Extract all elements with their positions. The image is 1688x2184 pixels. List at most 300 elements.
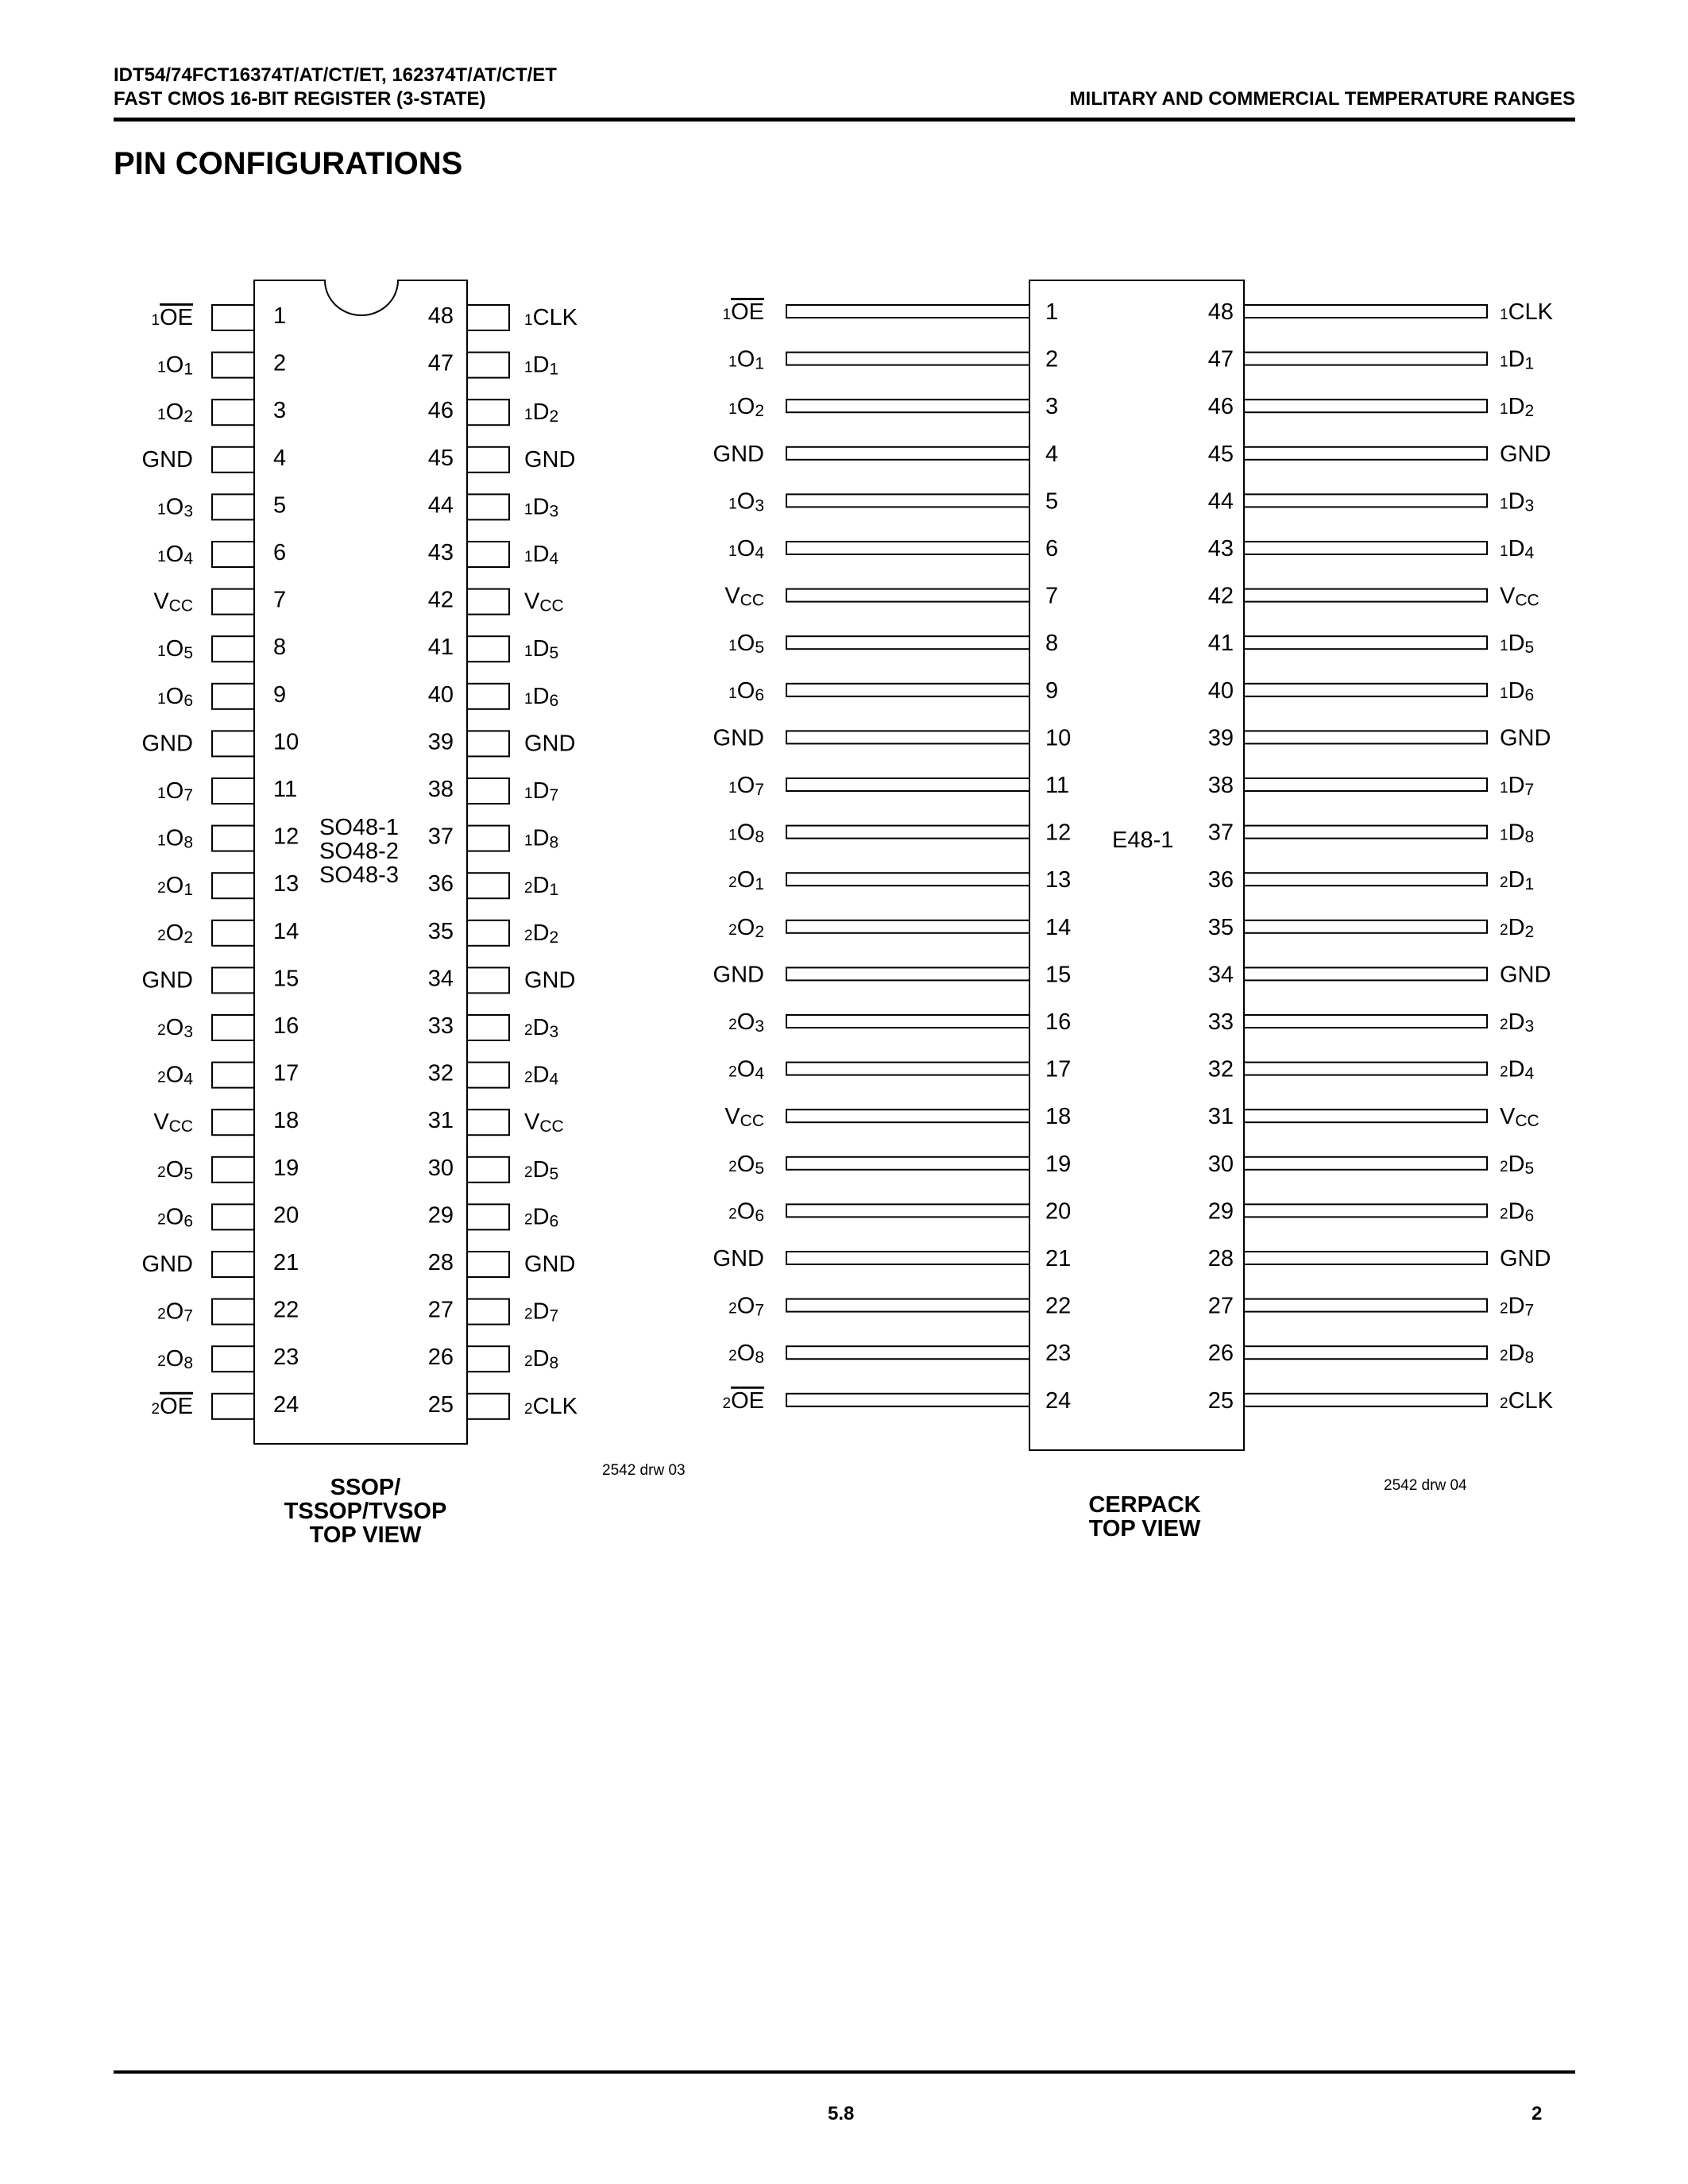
ssop-pin-number-44: 44 bbox=[427, 492, 454, 519]
cerpack-pin-number-8: 8 bbox=[1045, 631, 1059, 657]
ssop-pin-label-13: 2O1 bbox=[157, 873, 193, 900]
cerpack-pin-label-41: 1D5 bbox=[1500, 631, 1535, 658]
cerpack-pin-label-7: VCC bbox=[724, 583, 764, 610]
cerpack-pin-number-45: 45 bbox=[1207, 441, 1234, 467]
cerpack-pin-label-4: GND bbox=[713, 441, 764, 467]
ssop-pin-number-28: 28 bbox=[427, 1250, 454, 1275]
cerpack-pin-label-29: 2D6 bbox=[1500, 1198, 1535, 1225]
cerpack-pin-lead-31 bbox=[1244, 1109, 1487, 1122]
cerpack-pin-lead-22 bbox=[786, 1299, 1029, 1312]
cerpack-pin-lead-2 bbox=[786, 353, 1029, 365]
ssop-pin-lead-35 bbox=[467, 920, 509, 946]
ssop-pin-label-10: GND bbox=[141, 731, 193, 757]
cerpack-pin-number-23: 23 bbox=[1045, 1341, 1072, 1367]
cerpack-pin-lead-25 bbox=[1244, 1394, 1487, 1406]
ssop-pin-number-17: 17 bbox=[273, 1060, 299, 1086]
cerpack-pin-number-41: 41 bbox=[1207, 631, 1234, 657]
cerpack-pin-label-25: 2CLK bbox=[1500, 1387, 1553, 1414]
ssop-pin-label-11: 1O7 bbox=[157, 778, 193, 805]
ssop-pin-lead-46 bbox=[467, 399, 509, 425]
cerpack-view-label-1: CERPACK bbox=[1088, 1492, 1201, 1518]
ssop-pin-label-12: 1O8 bbox=[157, 825, 193, 852]
ssop-pin-label-32: 2D4 bbox=[524, 1062, 559, 1089]
ssop-pin-number-3: 3 bbox=[273, 398, 287, 424]
ssop-pin-lead-24 bbox=[212, 1394, 254, 1419]
cerpack-pin-lead-29 bbox=[1244, 1204, 1487, 1217]
ssop-pin-label-15: GND bbox=[141, 967, 193, 994]
cerpack-pin-label-46: 1D2 bbox=[1500, 394, 1535, 421]
ssop-pin-lead-3 bbox=[212, 399, 254, 425]
ssop-pin-lead-42 bbox=[467, 589, 509, 615]
ssop-pin-number-9: 9 bbox=[273, 681, 287, 708]
cerpack-pin-number-10: 10 bbox=[1045, 725, 1072, 751]
ssop-pin-label-41: 1D5 bbox=[524, 636, 559, 663]
cerpack-pin-number-21: 21 bbox=[1045, 1246, 1072, 1271]
ssop-pin-number-35: 35 bbox=[427, 918, 454, 944]
cerpack-pin-lead-26 bbox=[1244, 1346, 1487, 1359]
ssop-pin-label-9: 1O6 bbox=[157, 683, 193, 710]
ssop-pin-number-25: 25 bbox=[427, 1391, 454, 1418]
cerpack-pin-label-40: 1D6 bbox=[1500, 677, 1535, 704]
cerpack-pin-lead-44 bbox=[1244, 494, 1487, 507]
ssop-pin-label-23: 2O8 bbox=[157, 1346, 193, 1373]
cerpack-pin-label-1: 1OE bbox=[722, 299, 764, 325]
cerpack-pin-label-14: 2O2 bbox=[728, 914, 764, 941]
cerpack-pin-label-23: 2O8 bbox=[728, 1341, 764, 1368]
cerpack-pin-label-10: GND bbox=[713, 725, 764, 751]
ssop-pin-number-20: 20 bbox=[273, 1202, 299, 1229]
cerpack-pin-lead-35 bbox=[1244, 920, 1487, 933]
cerpack-pin-number-14: 14 bbox=[1045, 914, 1072, 940]
ssop-pin-lead-23 bbox=[212, 1346, 254, 1372]
ssop-pin-label-40: 1D6 bbox=[524, 683, 559, 710]
cerpack-pin-lead-40 bbox=[1244, 684, 1487, 696]
cerpack-pin-number-40: 40 bbox=[1207, 677, 1234, 704]
cerpack-pin-label-28: GND bbox=[1500, 1246, 1551, 1271]
ssop-pin-label-35: 2D2 bbox=[524, 920, 559, 947]
cerpack-pin-number-17: 17 bbox=[1045, 1056, 1072, 1082]
ssop-pin-number-41: 41 bbox=[427, 635, 454, 661]
cerpack-pin-label-38: 1D7 bbox=[1500, 773, 1535, 799]
ssop-pin-number-6: 6 bbox=[273, 540, 287, 565]
ssop-pin-lead-27 bbox=[467, 1299, 509, 1325]
cerpack-pin-lead-19 bbox=[786, 1157, 1029, 1170]
ssop-pin-label-38: 1D7 bbox=[524, 778, 559, 805]
cerpack-pin-lead-10 bbox=[786, 731, 1029, 743]
ssop-pin-lead-7 bbox=[212, 589, 254, 615]
ssop-pin-label-24: 2OE bbox=[151, 1393, 193, 1419]
cerpack-pin-number-29: 29 bbox=[1207, 1198, 1234, 1225]
cerpack-pin-lead-39 bbox=[1244, 731, 1487, 743]
ssop-pin-lead-32 bbox=[467, 1063, 509, 1088]
cerpack-pin-label-39: GND bbox=[1500, 725, 1551, 751]
cerpack-pin-label-17: 2O4 bbox=[728, 1056, 764, 1083]
ssop-pin-lead-38 bbox=[467, 778, 509, 804]
cerpack-pin-label-31: VCC bbox=[1500, 1104, 1539, 1131]
cerpack-pin-number-48: 48 bbox=[1207, 299, 1234, 325]
cerpack-pin-lead-12 bbox=[786, 826, 1029, 839]
ssop-pin-lead-16 bbox=[212, 1015, 254, 1040]
ssop-pin-label-6: 1O4 bbox=[157, 542, 193, 568]
cerpack-pin-lead-16 bbox=[786, 1015, 1029, 1028]
cerpack-pin-number-43: 43 bbox=[1207, 536, 1234, 561]
cerpack-pin-lead-41 bbox=[1244, 636, 1487, 649]
cerpack-pin-lead-28 bbox=[1244, 1252, 1487, 1264]
cerpack-pin-label-5: 1O3 bbox=[728, 488, 764, 515]
ssop-pin-label-4: GND bbox=[141, 446, 193, 473]
ssop-view-label-3: TOP VIEW bbox=[309, 1522, 422, 1548]
ssop-pin-number-14: 14 bbox=[273, 918, 299, 944]
ssop-pin-number-43: 43 bbox=[427, 540, 454, 565]
ssop-pin-lead-2 bbox=[212, 353, 254, 378]
cerpack-pin-label-12: 1O8 bbox=[728, 820, 764, 847]
cerpack-pin-lead-8 bbox=[786, 636, 1029, 649]
cerpack-pin-label-24: 2OE bbox=[722, 1387, 764, 1414]
ssop-pin-number-26: 26 bbox=[427, 1345, 454, 1371]
ssop-pin-label-16: 2O3 bbox=[157, 1015, 193, 1041]
ssop-pin-lead-41 bbox=[467, 636, 509, 662]
cerpack-pin-lead-24 bbox=[786, 1394, 1029, 1406]
ssop-pin-label-19: 2O5 bbox=[157, 1156, 193, 1183]
cerpack-pin-lead-38 bbox=[1244, 778, 1487, 791]
ssop-pin-lead-45 bbox=[467, 447, 509, 473]
cerpack-pin-number-25: 25 bbox=[1207, 1387, 1234, 1414]
ssop-pin-lead-19 bbox=[212, 1157, 254, 1183]
cerpack-pin-number-9: 9 bbox=[1045, 677, 1059, 704]
ssop-pin-label-22: 2O7 bbox=[157, 1298, 193, 1325]
ssop-pin-number-23: 23 bbox=[273, 1345, 299, 1371]
section-title: PIN CONFIGURATIONS bbox=[114, 146, 463, 181]
ssop-pin-number-18: 18 bbox=[273, 1108, 299, 1134]
cerpack-pin-label-37: 1D8 bbox=[1500, 820, 1535, 847]
cerpack-pin-number-6: 6 bbox=[1045, 536, 1059, 561]
ssop-pin-label-39: GND bbox=[524, 731, 576, 757]
cerpack-pin-number-18: 18 bbox=[1045, 1104, 1072, 1130]
ssop-pin-lead-43 bbox=[467, 542, 509, 567]
cerpack-pin-number-38: 38 bbox=[1207, 773, 1234, 798]
cerpack-pin-number-24: 24 bbox=[1045, 1387, 1072, 1414]
ssop-pin-lead-37 bbox=[467, 826, 509, 851]
cerpack-pin-label-35: 2D2 bbox=[1500, 914, 1535, 941]
cerpack-pin-number-12: 12 bbox=[1045, 820, 1072, 846]
ssop-pin-number-46: 46 bbox=[427, 398, 454, 424]
ssop-pin-number-40: 40 bbox=[427, 681, 454, 708]
ssop-pin-lead-4 bbox=[212, 447, 254, 473]
ssop-pin-lead-12 bbox=[212, 826, 254, 851]
ssop-pin-label-26: 2D8 bbox=[524, 1346, 559, 1373]
cerpack-pin-label-9: 1O6 bbox=[728, 677, 764, 704]
ssop-pin-label-33: 2D3 bbox=[524, 1015, 559, 1041]
cerpack-pin-number-46: 46 bbox=[1207, 394, 1234, 420]
cerpack-pin-lead-1 bbox=[786, 305, 1029, 318]
ssop-pin-label-3: 1O2 bbox=[157, 399, 193, 426]
header-device-description: FAST CMOS 16-BIT REGISTER (3-STATE) bbox=[114, 88, 486, 110]
ssop-pin-number-1: 1 bbox=[273, 303, 287, 329]
cerpack-pin-label-3: 1O2 bbox=[728, 394, 764, 421]
ssop-pin-lead-14 bbox=[212, 920, 254, 946]
ssop-pin-lead-13 bbox=[212, 873, 254, 898]
cerpack-pin-label-43: 1D4 bbox=[1500, 536, 1535, 562]
cerpack-pin-number-22: 22 bbox=[1045, 1293, 1072, 1319]
cerpack-pin-label-15: GND bbox=[713, 962, 764, 988]
ssop-view-label-1: SSOP/ bbox=[330, 1475, 401, 1500]
ssop-pin-label-25: 2CLK bbox=[524, 1393, 577, 1419]
cerpack-pin-lead-20 bbox=[786, 1204, 1029, 1217]
cerpack-pin-lead-45 bbox=[1244, 447, 1487, 460]
ssop-pin-number-29: 29 bbox=[427, 1202, 454, 1229]
cerpack-pin-number-34: 34 bbox=[1207, 962, 1234, 988]
ssop-view-label-2: TSSOP/TVSOP bbox=[284, 1499, 447, 1524]
cerpack-pin-number-42: 42 bbox=[1207, 583, 1234, 609]
ssop-pin-lead-5 bbox=[212, 494, 254, 519]
ssop-pin-lead-44 bbox=[467, 494, 509, 519]
cerpack-pin-number-32: 32 bbox=[1207, 1056, 1234, 1082]
cerpack-pin-lead-5 bbox=[786, 494, 1029, 507]
cerpack-pin-lead-27 bbox=[1244, 1299, 1487, 1312]
ssop-pin-number-10: 10 bbox=[273, 729, 299, 755]
ssop-pin-number-32: 32 bbox=[427, 1060, 454, 1086]
ssop-pin-label-37: 1D8 bbox=[524, 825, 559, 852]
cerpack-pin-label-32: 2D4 bbox=[1500, 1056, 1535, 1083]
ssop-pin-lead-21 bbox=[212, 1252, 254, 1277]
ssop-pin-number-45: 45 bbox=[427, 445, 454, 471]
ssop-pin-label-27: 2D7 bbox=[524, 1298, 559, 1325]
cerpack-pin-lead-37 bbox=[1244, 826, 1487, 839]
cerpack-pin-lead-33 bbox=[1244, 1015, 1487, 1028]
ssop-package-code-1: SO48-1 bbox=[319, 815, 399, 840]
cerpack-pin-label-30: 2D5 bbox=[1500, 1151, 1535, 1178]
cerpack-pin-lead-46 bbox=[1244, 399, 1487, 412]
cerpack-pin-label-27: 2D7 bbox=[1500, 1293, 1535, 1320]
cerpack-pin-lead-48 bbox=[1244, 305, 1487, 318]
ssop-pin-label-42: VCC bbox=[524, 588, 564, 615]
cerpack-pin-number-27: 27 bbox=[1207, 1293, 1234, 1319]
cerpack-pin-lead-13 bbox=[786, 873, 1029, 886]
ssop-pin-number-5: 5 bbox=[273, 492, 287, 519]
cerpack-pin-label-2: 1O1 bbox=[728, 346, 764, 373]
ssop-pin-label-18: VCC bbox=[153, 1109, 193, 1136]
ssop-pin-number-12: 12 bbox=[273, 824, 299, 850]
ssop-pin-label-21: GND bbox=[141, 1252, 193, 1277]
ssop-package-code-3: SO48-3 bbox=[319, 862, 399, 888]
ssop-pin-label-17: 2O4 bbox=[157, 1062, 193, 1089]
ssop-pin-lead-8 bbox=[212, 636, 254, 662]
cerpack-pin-lead-3 bbox=[786, 399, 1029, 412]
cerpack-pin-number-5: 5 bbox=[1045, 488, 1059, 515]
cerpack-pin-number-1: 1 bbox=[1045, 299, 1059, 325]
ssop-pin-lead-33 bbox=[467, 1015, 509, 1040]
cerpack-pin-number-39: 39 bbox=[1207, 725, 1234, 751]
ssop-pin-label-46: 1D2 bbox=[524, 399, 559, 426]
ssop-pin-number-39: 39 bbox=[427, 729, 454, 755]
cerpack-pin-number-31: 31 bbox=[1207, 1104, 1234, 1130]
cerpack-pin-number-4: 4 bbox=[1045, 441, 1059, 467]
ssop-pin-number-36: 36 bbox=[427, 871, 454, 897]
footer-revision: 5.8 bbox=[828, 2103, 855, 2124]
ssop-package-code-2: SO48-2 bbox=[319, 839, 399, 864]
ssop-pin-lead-48 bbox=[467, 305, 509, 330]
cerpack-pin-label-19: 2O5 bbox=[728, 1151, 764, 1178]
ssop-pin-lead-26 bbox=[467, 1346, 509, 1372]
ssop-pin-lead-47 bbox=[467, 353, 509, 378]
ssop-pin-number-22: 22 bbox=[273, 1297, 299, 1323]
page-number: 2 bbox=[1532, 2103, 1543, 2124]
cerpack-pin-number-33: 33 bbox=[1207, 1009, 1234, 1035]
ssop-pin-number-15: 15 bbox=[273, 966, 299, 992]
cerpack-pin-lead-32 bbox=[1244, 1063, 1487, 1075]
ssop-pin-lead-25 bbox=[467, 1394, 509, 1419]
ssop-pin-number-48: 48 bbox=[427, 303, 454, 329]
ssop-pin-number-19: 19 bbox=[273, 1155, 299, 1181]
cerpack-pin-label-34: GND bbox=[1500, 962, 1551, 988]
cerpack-pin-label-18: VCC bbox=[724, 1104, 764, 1131]
ssop-pin-label-1: 1OE bbox=[151, 305, 193, 330]
ssop-pin-lead-31 bbox=[467, 1109, 509, 1135]
ssop-pin-number-42: 42 bbox=[427, 587, 454, 613]
cerpack-pin-lead-43 bbox=[1244, 542, 1487, 554]
cerpack-pin-label-16: 2O3 bbox=[728, 1009, 764, 1036]
cerpack-package-code: E48-1 bbox=[1112, 828, 1174, 853]
ssop-pin-label-8: 1O5 bbox=[157, 636, 193, 663]
cerpack-pin-lead-34 bbox=[1244, 967, 1487, 980]
cerpack-pin-label-20: 2O6 bbox=[728, 1198, 764, 1225]
ssop-pin-number-38: 38 bbox=[427, 777, 454, 802]
cerpack-pin-lead-15 bbox=[786, 967, 1029, 980]
cerpack-view-label-2: TOP VIEW bbox=[1088, 1516, 1201, 1542]
cerpack-pin-label-36: 2D1 bbox=[1500, 867, 1535, 894]
ssop-pin-lead-36 bbox=[467, 873, 509, 898]
cerpack-pin-label-33: 2D3 bbox=[1500, 1009, 1535, 1036]
cerpack-pin-lead-42 bbox=[1244, 589, 1487, 602]
ssop-pin-lead-30 bbox=[467, 1157, 509, 1183]
ssop-pin-lead-20 bbox=[212, 1204, 254, 1229]
cerpack-pin-label-22: 2O7 bbox=[728, 1293, 764, 1320]
ssop-pin-label-30: 2D5 bbox=[524, 1156, 559, 1183]
cerpack-pin-number-44: 44 bbox=[1207, 488, 1234, 515]
cerpack-pin-number-7: 7 bbox=[1045, 583, 1059, 609]
ssop-pin-number-33: 33 bbox=[427, 1013, 454, 1039]
ssop-pin-lead-17 bbox=[212, 1063, 254, 1088]
cerpack-pin-number-19: 19 bbox=[1045, 1151, 1072, 1177]
cerpack-pin-number-47: 47 bbox=[1207, 346, 1234, 372]
ssop-pin-lead-22 bbox=[212, 1299, 254, 1325]
ssop-pin-lead-40 bbox=[467, 684, 509, 709]
cerpack-pin-lead-36 bbox=[1244, 873, 1487, 886]
cerpack-pin-lead-30 bbox=[1244, 1157, 1487, 1170]
ssop-pin-label-20: 2O6 bbox=[157, 1204, 193, 1231]
cerpack-pin-number-36: 36 bbox=[1207, 867, 1234, 893]
cerpack-pin-label-13: 2O1 bbox=[728, 867, 764, 894]
cerpack-pin-label-45: GND bbox=[1500, 441, 1551, 467]
ssop-pin-label-14: 2O2 bbox=[157, 920, 193, 947]
cerpack-pin-lead-11 bbox=[786, 778, 1029, 791]
ssop-pin-label-43: 1D4 bbox=[524, 542, 559, 568]
ssop-pin-number-24: 24 bbox=[273, 1391, 299, 1418]
header-temperature-ranges: MILITARY AND COMMERCIAL TEMPERATURE RANGES bbox=[1069, 88, 1575, 110]
ssop-pin-number-16: 16 bbox=[273, 1013, 299, 1039]
cerpack-pin-label-11: 1O7 bbox=[728, 773, 764, 799]
ssop-pin-number-31: 31 bbox=[427, 1108, 454, 1134]
ssop-pin-label-34: GND bbox=[524, 967, 576, 994]
ssop-pin-lead-39 bbox=[467, 731, 509, 756]
cerpack-pin-label-48: 1CLK bbox=[1500, 299, 1553, 325]
cerpack-pin-number-37: 37 bbox=[1207, 820, 1234, 846]
ssop-pin-number-27: 27 bbox=[427, 1297, 454, 1323]
ssop-pin-lead-29 bbox=[467, 1204, 509, 1229]
ssop-pin-label-44: 1D3 bbox=[524, 494, 559, 521]
ssop-pin-lead-6 bbox=[212, 542, 254, 567]
ssop-pin-lead-10 bbox=[212, 731, 254, 756]
cerpack-pin-number-13: 13 bbox=[1045, 867, 1072, 893]
ssop-pin-number-11: 11 bbox=[273, 777, 298, 802]
cerpack-pin-number-15: 15 bbox=[1045, 962, 1072, 988]
ssop-pin-lead-11 bbox=[212, 778, 254, 804]
ssop-pin-label-45: GND bbox=[524, 446, 576, 473]
cerpack-pin-number-35: 35 bbox=[1207, 914, 1234, 940]
cerpack-pin-label-44: 1D3 bbox=[1500, 488, 1535, 515]
cerpack-pin-label-21: GND bbox=[713, 1246, 764, 1271]
cerpack-pin-number-28: 28 bbox=[1207, 1246, 1234, 1271]
cerpack-pin-label-8: 1O5 bbox=[728, 631, 764, 658]
footer-rule bbox=[114, 2070, 1575, 2074]
ssop-pin-label-48: 1CLK bbox=[524, 305, 577, 330]
cerpack-pin-label-6: 1O4 bbox=[728, 536, 764, 562]
cerpack-pin-lead-9 bbox=[786, 684, 1029, 696]
cerpack-pin-number-2: 2 bbox=[1045, 346, 1059, 372]
cerpack-pin-label-42: VCC bbox=[1500, 583, 1539, 610]
ssop-pin-lead-1 bbox=[212, 305, 254, 330]
ssop-pin-label-2: 1O1 bbox=[157, 352, 193, 379]
cerpack-pin-lead-7 bbox=[786, 589, 1029, 602]
cerpack-pin-number-30: 30 bbox=[1207, 1151, 1234, 1177]
ssop-pin-number-13: 13 bbox=[273, 871, 299, 897]
ssop-pin-number-47: 47 bbox=[427, 350, 454, 376]
cerpack-pin-number-26: 26 bbox=[1207, 1341, 1234, 1367]
ssop-pin-label-7: VCC bbox=[153, 588, 193, 615]
cerpack-pin-number-11: 11 bbox=[1045, 773, 1070, 798]
cerpack-pin-lead-14 bbox=[786, 920, 1029, 933]
cerpack-pin-lead-17 bbox=[786, 1063, 1029, 1075]
ssop-pin-number-4: 4 bbox=[273, 445, 287, 471]
ssop-pin-label-47: 1D1 bbox=[524, 352, 559, 379]
ssop-pin-lead-28 bbox=[467, 1252, 509, 1277]
cerpack-pin-lead-23 bbox=[786, 1346, 1029, 1359]
cerpack-pin-number-16: 16 bbox=[1045, 1009, 1072, 1035]
cerpack-pin-label-26: 2D8 bbox=[1500, 1341, 1535, 1368]
cerpack-pin-lead-18 bbox=[786, 1109, 1029, 1122]
ssop-drawing-ref: 2542 drw 03 bbox=[602, 1462, 686, 1479]
cerpack-pin-lead-21 bbox=[786, 1252, 1029, 1264]
cerpack-pin-lead-6 bbox=[786, 542, 1029, 554]
ssop-pin-lead-18 bbox=[212, 1109, 254, 1135]
ssop-pin-label-36: 2D1 bbox=[524, 873, 559, 900]
ssop-pin-number-21: 21 bbox=[273, 1250, 299, 1275]
header-part-numbers: IDT54/74FCT16374T/AT/CT/ET, 162374T/AT/CT/ET bbox=[114, 64, 557, 86]
ssop-pin-number-37: 37 bbox=[427, 824, 454, 850]
ssop-pin-number-34: 34 bbox=[427, 966, 454, 992]
ssop-pin-label-31: VCC bbox=[524, 1109, 564, 1136]
cerpack-pin-lead-47 bbox=[1244, 353, 1487, 365]
cerpack-pin-number-3: 3 bbox=[1045, 394, 1059, 420]
ssop-pin-label-29: 2D6 bbox=[524, 1204, 559, 1231]
cerpack-pin-label-47: 1D1 bbox=[1500, 346, 1535, 373]
ssop-pin-number-7: 7 bbox=[273, 587, 287, 613]
cerpack-pin-lead-4 bbox=[786, 447, 1029, 460]
ssop-pin-number-8: 8 bbox=[273, 635, 287, 661]
ssop-pin-lead-9 bbox=[212, 684, 254, 709]
ssop-pin-lead-34 bbox=[467, 967, 509, 993]
ssop-pin-lead-15 bbox=[212, 967, 254, 993]
